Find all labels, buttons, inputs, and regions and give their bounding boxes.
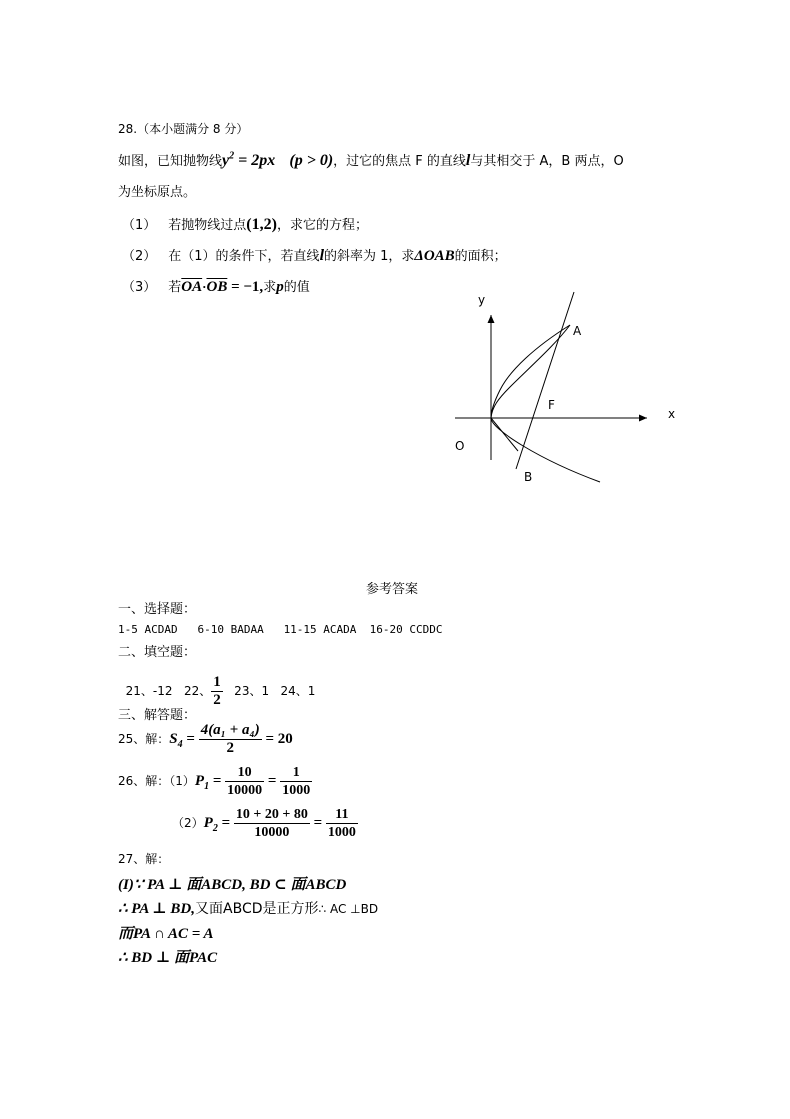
line-l	[516, 292, 574, 469]
question-intro: 如图，已知抛物线$y^2 = 2px$ (p > 0)，过它的焦点 F 的直线l与其相交于 A，B 两点，O	[118, 150, 624, 169]
answer-26-2: $(2)P_2$ = $\frac{10 + 20 + 80}{10000}$ = $\frac{11}{1000}$	[172, 807, 356, 840]
answer-25: 25、解：$S_4$ = $\frac{\text{4(a₁ + a₄)}}{2}$ = 20	[118, 722, 293, 756]
question-intro-line2: 为坐标原点。	[118, 185, 197, 200]
answers-title: 参考答案	[366, 582, 419, 597]
section-1: 一、选择题：	[118, 602, 197, 617]
part-1: （1） 若抛物线过点(1,2)，求它的方程；	[122, 216, 368, 233]
x-label: x	[668, 407, 676, 421]
part-2: （2） 在（1）的条件下，若直线l的斜率为 1，求ΔOAB的面积；	[122, 247, 507, 264]
y-label: y	[478, 293, 486, 307]
chord-ob	[491, 418, 518, 451]
answer-27-line4: ∴ BD ⊥ 面PAC	[118, 950, 218, 966]
point-a-label: A	[573, 324, 582, 338]
origin-label: O	[455, 439, 465, 453]
part-3: （3） 若$\overline{OA}\cdot\overline{OB} = -1$,求p的值	[122, 279, 310, 295]
answer-27-line3: 而PA ∩ AC = A	[118, 926, 214, 942]
section-2: 二、填空题：	[118, 645, 197, 660]
question-header: 28.（本小题满分 8 分）	[118, 122, 249, 136]
answer-27-label: 27、解：	[118, 852, 170, 866]
fill-answers: 21、-12 22、 $\frac{1}{2}$ 23、1 24、1	[125, 674, 316, 708]
choice-answers: 1-5 ACDAD 6-10 BADAA 11-15 ACADA 16-20 CCDDC	[118, 623, 443, 636]
parabola-curve	[491, 325, 600, 482]
parabola-figure	[440, 285, 700, 495]
section-3: 三、解答题：	[118, 708, 197, 723]
point-b-label: B	[524, 470, 533, 484]
answer-27-line1: (I)∵ PA ⊥ 面ABCD, BD ⊂ 面ABCD	[118, 877, 347, 893]
answer-27-line2: ∴ PA ⊥ BD,又面ABCD是正方形∴ AC ⊥BD	[118, 901, 379, 917]
answer-26-1: 26、解：$(1)P_1$ = $\frac{10}{10000}$ = $\frac{1}{1000}$	[118, 765, 311, 798]
focus-label: F	[548, 398, 555, 412]
x-axis-arrow	[639, 415, 647, 422]
y-axis-arrow	[488, 315, 495, 323]
